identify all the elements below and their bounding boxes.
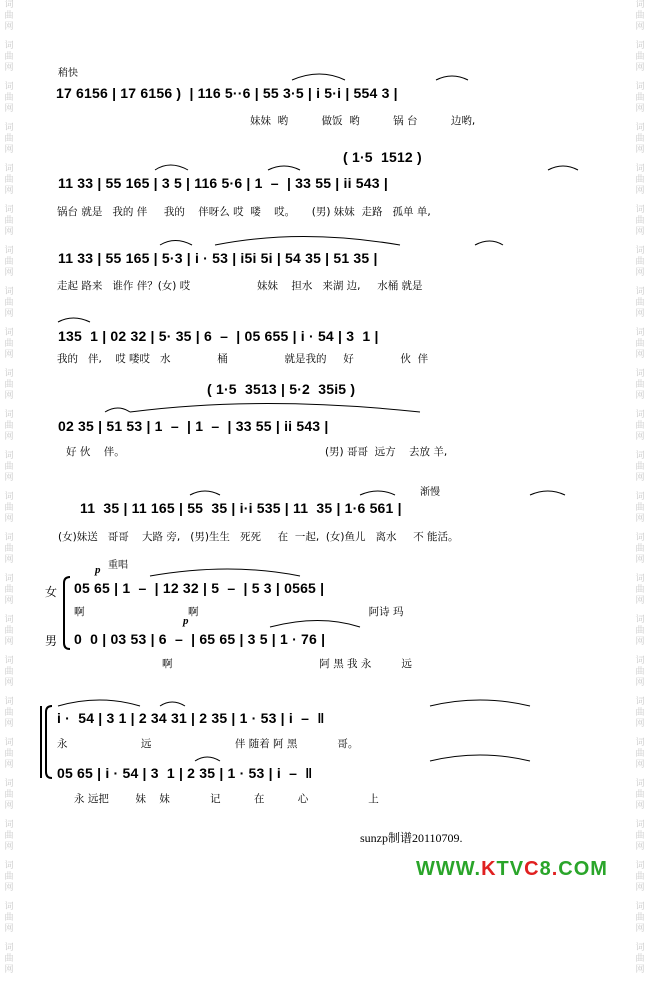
female-lyrics-row-8: 永 远 伴 随着 阿 黑 哥。 xyxy=(57,738,359,750)
watermark-char: 网 xyxy=(4,514,14,524)
male-notation-row-7: 0 0 | 03 53 | 6 – | 65 65 | 3 5 | 1 · 76 | xyxy=(74,631,326,647)
watermark-char: 网 xyxy=(4,350,14,360)
watermark-char: 曲 xyxy=(635,52,645,62)
slur xyxy=(292,74,345,80)
lyrics-row-1: 妹妹 哟 做饭 哟 锅 台 边哟, xyxy=(250,115,476,127)
watermark-char: 曲 xyxy=(4,749,14,759)
watermark-char: 网 xyxy=(635,473,645,483)
watermark-char: 词 xyxy=(4,656,14,666)
notation-row-1: 17 6156 | 17 6156 ) | 116 5··6 | 55 3·5 | i 5·i | 554 3 | xyxy=(56,85,398,101)
watermark-char: 曲 xyxy=(635,175,645,185)
watermark-char: 词 xyxy=(4,697,14,707)
watermark-char: 曲 xyxy=(635,872,645,882)
credit-line: sunzp制谱20110709. xyxy=(360,831,463,845)
watermark-char: 曲 xyxy=(4,708,14,718)
watermark-char: 词 xyxy=(635,451,645,461)
dynamic-marking-male: p xyxy=(183,615,189,627)
watermark-char: 词 xyxy=(4,410,14,420)
watermark-char: 曲 xyxy=(635,380,645,390)
watermark-char: 词 xyxy=(4,615,14,625)
watermark-char: 网 xyxy=(635,186,645,196)
slur xyxy=(430,700,530,706)
female-lyrics-row-7: 啊 啊 阿诗 玛 xyxy=(74,606,404,618)
watermark-char: 网 xyxy=(4,637,14,647)
watermark-gap xyxy=(2,976,16,984)
watermark-char: 词 xyxy=(635,697,645,707)
watermark-char: 网 xyxy=(4,104,14,114)
slur xyxy=(360,491,395,495)
watermark-char: 网 xyxy=(635,842,645,852)
slur xyxy=(160,702,185,706)
tempo-marking-change: 渐慢 xyxy=(420,487,440,498)
watermark-char: 曲 xyxy=(4,93,14,103)
watermark-char: 词 xyxy=(635,246,645,256)
watermark-char: 曲 xyxy=(635,749,645,759)
lyrics-row-3: 走起 路来 谁作 伴？(女) 哎 妹妹 担水 来湖 边, 水桶 就是 xyxy=(57,280,423,292)
lyrics-row-6: (女)妹送 哥哥 大路 旁, (男)生生 死死 在 一起, (女)鱼儿 离水 不 能活。 xyxy=(58,531,459,543)
slur xyxy=(270,621,360,628)
watermark-char: 网 xyxy=(4,719,14,729)
watermark-char: 网 xyxy=(635,227,645,237)
slur xyxy=(195,757,220,761)
watermark-char: 曲 xyxy=(4,872,14,882)
watermark-char: 曲 xyxy=(635,134,645,144)
watermark-char: 词 xyxy=(4,738,14,748)
watermark-char: 网 xyxy=(635,924,645,934)
watermark-char: 词 xyxy=(635,123,645,133)
watermark-char: 曲 xyxy=(635,11,645,21)
watermark-char: 曲 xyxy=(4,11,14,21)
male-lyrics-row-8: 永 远把 妹 妹 记 在 心 上 xyxy=(74,793,379,805)
female-notation-row-8: i · 54 | 3 1 | 2 34 31 | 2 35 | 1 · 53 | i – ‖ xyxy=(57,710,325,726)
watermark-char: 曲 xyxy=(4,134,14,144)
slur xyxy=(215,237,400,246)
watermark-char: 网 xyxy=(4,678,14,688)
watermark-char: 曲 xyxy=(635,585,645,595)
watermark-char: 词 xyxy=(4,82,14,92)
watermark-char: 曲 xyxy=(635,339,645,349)
watermark-char: 网 xyxy=(4,227,14,237)
watermark-char: 曲 xyxy=(635,462,645,472)
slur xyxy=(475,241,503,245)
watermark-char: 词 xyxy=(635,82,645,92)
watermark-char: 曲 xyxy=(4,913,14,923)
watermark-char: 词 xyxy=(635,492,645,502)
watermark-char: 曲 xyxy=(635,667,645,677)
watermark-char: 网 xyxy=(635,63,645,73)
watermark-char: 网 xyxy=(4,760,14,770)
slur xyxy=(268,166,300,170)
watermark-char: 曲 xyxy=(4,503,14,513)
watermark-char: 曲 xyxy=(4,298,14,308)
watermark-char: 词 xyxy=(4,451,14,461)
watermark-char: 曲 xyxy=(4,544,14,554)
watermark-char: 词 xyxy=(4,123,14,133)
watermark-char: 网 xyxy=(4,22,14,32)
duet-label: 重唱 xyxy=(108,560,128,571)
watermark-char: 曲 xyxy=(635,831,645,841)
watermark-char: 曲 xyxy=(4,626,14,636)
watermark-char: 词 xyxy=(4,820,14,830)
watermark-char: 词 xyxy=(635,410,645,420)
lyrics-row-5: 好 伙 伴。 (男) 哥哥 远方 去放 羊, xyxy=(66,446,448,458)
watermark-char: 网 xyxy=(635,350,645,360)
watermark-char: 网 xyxy=(635,760,645,770)
watermark-char: 词 xyxy=(635,779,645,789)
watermark-char: 网 xyxy=(635,22,645,32)
watermark-char: 曲 xyxy=(635,421,645,431)
watermark-char: 网 xyxy=(635,678,645,688)
watermark-char: 词 xyxy=(635,574,645,584)
slur xyxy=(58,318,90,322)
watermark-char: 词 xyxy=(635,164,645,174)
site-logo: WWW.KTVC8.COM xyxy=(416,858,608,880)
system-bracket xyxy=(64,577,70,649)
watermark-char: 网 xyxy=(635,801,645,811)
watermark-char: 网 xyxy=(4,309,14,319)
voice-label-female: 女 xyxy=(45,585,58,599)
watermark-char: 词 xyxy=(635,861,645,871)
watermark-char: 词 xyxy=(4,861,14,871)
watermark-char: 曲 xyxy=(4,175,14,185)
slur xyxy=(430,755,530,761)
notation-row-5: 02 35 | 51 53 | 1 – | 1 – | 33 55 | ii 543 | xyxy=(58,418,329,434)
watermark-char: 词 xyxy=(635,0,645,10)
upper-notation-row-5: ( 1·5 3513 | 5·2 35i5 ) xyxy=(207,381,356,397)
watermark-char: 曲 xyxy=(635,216,645,226)
watermark-char: 词 xyxy=(4,902,14,912)
watermark-char: 网 xyxy=(635,883,645,893)
watermark-char: 词 xyxy=(635,615,645,625)
watermark-char: 词 xyxy=(4,779,14,789)
slur xyxy=(155,165,188,170)
system-bracket xyxy=(46,706,52,778)
notation-row-2: 11 33 | 55 165 | 3 5 | 116 5·6 | 1 – | 33 55 | ii 543 | xyxy=(58,175,388,191)
watermark-char: 网 xyxy=(635,514,645,524)
notation-row-4: 135 1 | 02 32 | 5· 35 | 6 – | 05 655 | i · 54 | 3 1 | xyxy=(58,328,379,344)
watermark-char: 曲 xyxy=(4,790,14,800)
watermark-char: 词 xyxy=(635,656,645,666)
watermark-char: 网 xyxy=(635,432,645,442)
watermark-char: 词 xyxy=(4,246,14,256)
watermark-char: 词 xyxy=(4,205,14,215)
watermark-char: 曲 xyxy=(635,790,645,800)
watermark-char: 词 xyxy=(635,820,645,830)
watermark-char: 曲 xyxy=(4,831,14,841)
slur xyxy=(436,76,468,80)
watermark-char: 曲 xyxy=(635,708,645,718)
voice-label-male: 男 xyxy=(45,634,58,648)
upper-notation-row-2: ( 1·5 1512 ) xyxy=(343,149,422,165)
watermark-char: 网 xyxy=(4,842,14,852)
watermark-char: 词 xyxy=(635,369,645,379)
watermark-char: 网 xyxy=(635,268,645,278)
watermark-char: 网 xyxy=(635,596,645,606)
tempo-marking-start: 稍快 xyxy=(58,68,78,79)
watermark-char: 曲 xyxy=(635,626,645,636)
watermark-char: 网 xyxy=(635,309,645,319)
watermark-char: 词 xyxy=(4,492,14,502)
watermark-char: 曲 xyxy=(635,544,645,554)
slur xyxy=(190,491,220,495)
watermark-char: 词 xyxy=(635,205,645,215)
watermark-char: 网 xyxy=(635,719,645,729)
watermark-char: 曲 xyxy=(635,913,645,923)
watermark-char: 词 xyxy=(635,738,645,748)
watermark-char: 网 xyxy=(635,965,645,975)
watermark-char: 曲 xyxy=(635,954,645,964)
watermark-char: 词 xyxy=(635,533,645,543)
watermark-char: 词 xyxy=(635,328,645,338)
watermark-char: 网 xyxy=(635,145,645,155)
slur xyxy=(160,241,192,246)
watermark-char: 曲 xyxy=(635,257,645,267)
watermark-gap xyxy=(633,976,647,984)
watermark-char: 曲 xyxy=(4,954,14,964)
watermark-char: 词 xyxy=(4,0,14,10)
watermark-char: 网 xyxy=(635,104,645,114)
watermark-char: 曲 xyxy=(4,257,14,267)
female-notation-row-7: 05 65 | 1 – | 12 32 | 5 – | 5 3 | 0565 | xyxy=(74,580,325,596)
dynamic-marking: p xyxy=(95,564,101,576)
watermark-char: 词 xyxy=(635,287,645,297)
watermark-char: 曲 xyxy=(4,380,14,390)
watermark-gap xyxy=(633,935,647,943)
male-notation-row-8: 05 65 | i · 54 | 3 1 | 2 35 | 1 · 53 | i – ‖ xyxy=(57,765,313,781)
watermark-char: 词 xyxy=(635,902,645,912)
watermark-char: 词 xyxy=(4,533,14,543)
watermark-char: 曲 xyxy=(4,585,14,595)
watermark-char: 网 xyxy=(635,555,645,565)
slur xyxy=(58,700,140,706)
watermark-char: 网 xyxy=(4,145,14,155)
watermark-char: 词 xyxy=(635,41,645,51)
watermark-char: 曲 xyxy=(4,52,14,62)
watermark-char: 词 xyxy=(4,287,14,297)
watermark-char: 网 xyxy=(4,63,14,73)
male-lyrics-row-7: 啊 阿 黑 我 永 远 xyxy=(162,658,412,670)
watermark-char: 曲 xyxy=(4,216,14,226)
watermark-char: 词 xyxy=(635,943,645,953)
watermark-char: 曲 xyxy=(4,421,14,431)
watermark-char: 词 xyxy=(4,943,14,953)
watermark-char: 网 xyxy=(635,637,645,647)
watermark-char: 网 xyxy=(4,883,14,893)
watermark-char: 网 xyxy=(4,965,14,975)
slur xyxy=(150,569,300,576)
notation-row-6: 11 35 | 11 165 | 55 35 | i·i 535 | 11 35 | 1·6 561 | xyxy=(80,500,402,516)
slur xyxy=(105,408,130,412)
watermark-char: 曲 xyxy=(635,503,645,513)
watermark-char: 词 xyxy=(4,164,14,174)
slur xyxy=(530,491,565,495)
watermark-char: 词 xyxy=(4,328,14,338)
lyrics-row-4: 我的 伴, 哎 喽哎 水 桶 就是我的 好 伙 伴 xyxy=(57,353,429,365)
watermark-char: 网 xyxy=(4,596,14,606)
watermark-char: 曲 xyxy=(635,93,645,103)
watermark-char: 网 xyxy=(4,391,14,401)
watermark-char: 词 xyxy=(4,369,14,379)
watermark-gap xyxy=(2,935,16,943)
slur xyxy=(548,166,578,170)
watermark-char: 网 xyxy=(4,432,14,442)
watermark-char: 曲 xyxy=(4,462,14,472)
notation-row-3: 11 33 | 55 165 | 5·3 | i · 53 | i5i 5i | 54 35 | 51 35 | xyxy=(58,250,378,266)
watermark-char: 网 xyxy=(4,801,14,811)
watermark-char: 曲 xyxy=(635,298,645,308)
watermark-char: 网 xyxy=(4,924,14,934)
lyrics-row-2: 锅台 就是 我的 伴 我的 伴呀么 哎 喽 哎。 (男) 妹妹 走路 孤单 单, xyxy=(57,206,431,218)
watermark-char: 词 xyxy=(4,41,14,51)
slur xyxy=(130,404,420,413)
watermark-char: 词 xyxy=(4,574,14,584)
watermark-char: 网 xyxy=(4,473,14,483)
watermark-char: 网 xyxy=(4,186,14,196)
watermark-char: 网 xyxy=(4,268,14,278)
watermark-char: 网 xyxy=(635,391,645,401)
watermark-char: 曲 xyxy=(4,339,14,349)
watermark-char: 网 xyxy=(4,555,14,565)
watermark-char: 曲 xyxy=(4,667,14,677)
